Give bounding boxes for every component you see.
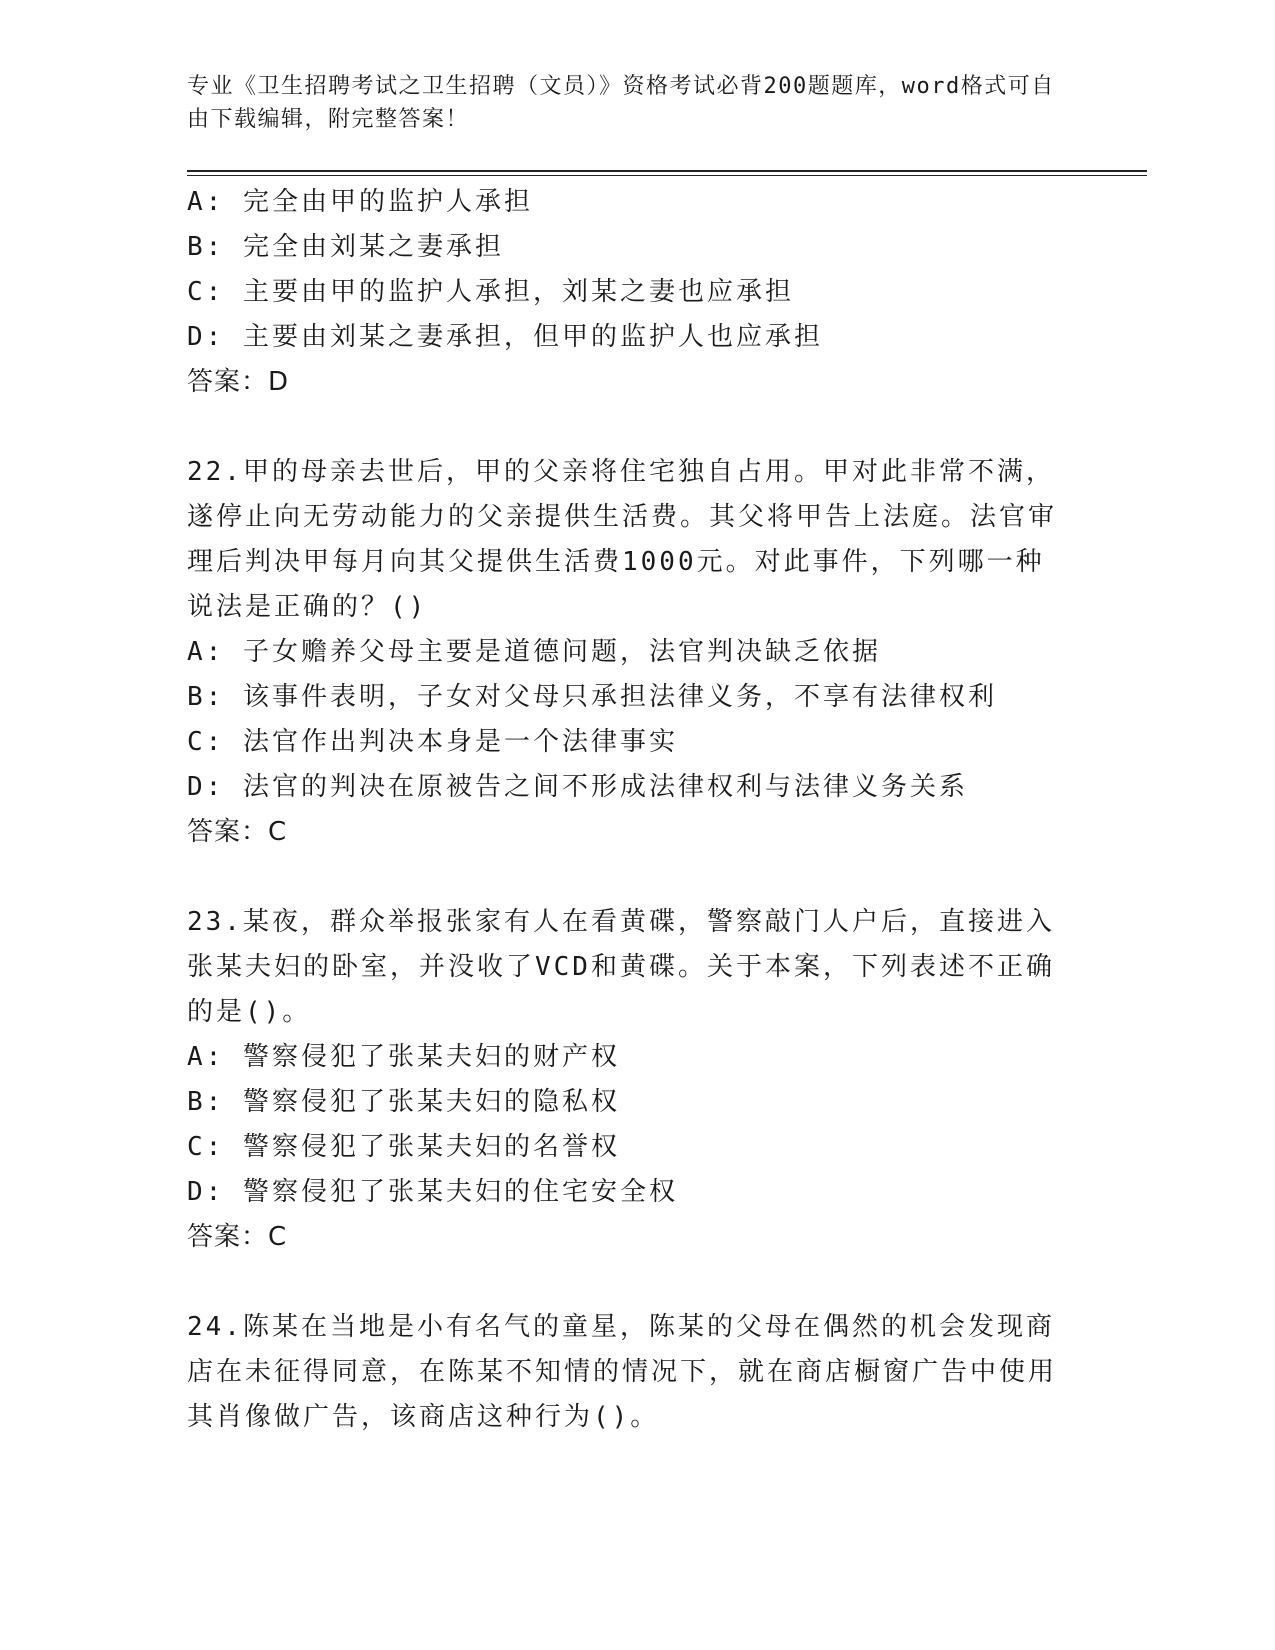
- question-23: [187, 900, 1147, 1260]
- question-21-option-d: D: 主要由刘某之妻承担，但甲的监护人也应承担: [187, 322, 823, 352]
- question-22-stem: 22.甲的母亲去世后，甲的父亲将住宅独自占用。甲对此非常不满，遂停止向无劳动能力的父亲提供生活费。其父将甲告上法庭。法官审理后判决甲每月向其父提供生活费1000元。对此事件，下列哪一种说法是正确的？(): [187, 457, 1058, 622]
- question-22-option-c: C: 法官作出判决本身是一个法律事实: [187, 727, 678, 757]
- question-22-option-a: A: 子女赡养父母主要是道德问题，法官判决缺乏依据: [187, 637, 881, 667]
- question-21-option-a: A: 完全由甲的监护人承担: [187, 187, 533, 217]
- question-21-option-b: B: 完全由刘某之妻承担: [187, 232, 504, 262]
- question-23-option-b: B: 警察侵犯了张某夫妇的隐私权: [187, 1087, 620, 1117]
- header-rule-thin: [187, 175, 1147, 176]
- question-22-option-b: B: 该事件表明，子女对父母只承担法律义务，不享有法律权利: [187, 682, 997, 712]
- spacer: [187, 405, 1147, 450]
- question-23-answer: 答案：C: [187, 1222, 288, 1252]
- header-rule-thick: [187, 170, 1147, 172]
- question-24-stem: 24.陈某在当地是小有名气的童星，陈某的父母在偶然的机会发现商店在未征得同意，在陈某不知情的情况下，就在商店橱窗广告中使用其肖像做广告，该商店这种行为()。: [187, 1312, 1058, 1432]
- question-23-option-c: C: 警察侵犯了张某夫妇的名誉权: [187, 1132, 620, 1162]
- question-21-answer: 答案：D: [187, 367, 290, 397]
- question-21: [187, 180, 1147, 405]
- spacer: [187, 855, 1147, 900]
- document-page: [187, 70, 1147, 1440]
- question-22-option-d: D: 法官的判决在原被告之间不形成法律权利与法律义务关系: [187, 772, 968, 802]
- question-22: [187, 450, 1147, 855]
- question-content: [187, 180, 1147, 1440]
- question-21-option-c: C: 主要由甲的监护人承担，刘某之妻也应承担: [187, 277, 794, 307]
- document-header-title: 专业《卫生招聘考试之卫生招聘（文员）》资格考试必背200题题库，word格式可自由下载编辑，附完整答案！: [187, 74, 1055, 132]
- question-23-stem: 23.某夜，群众举报张家有人在看黄碟，警察敲门人户后，直接进入张某夫妇的卧室，并没收了VCD和黄碟。关于本案，下列表述不正确的是()。: [187, 907, 1055, 1027]
- question-24: [187, 1305, 1147, 1440]
- question-23-option-d: D: 警察侵犯了张某夫妇的住宅安全权: [187, 1177, 678, 1207]
- question-23-option-a: A: 警察侵犯了张某夫妇的财产权: [187, 1042, 620, 1072]
- question-22-answer: 答案：C: [187, 817, 288, 847]
- spacer: [187, 1260, 1147, 1305]
